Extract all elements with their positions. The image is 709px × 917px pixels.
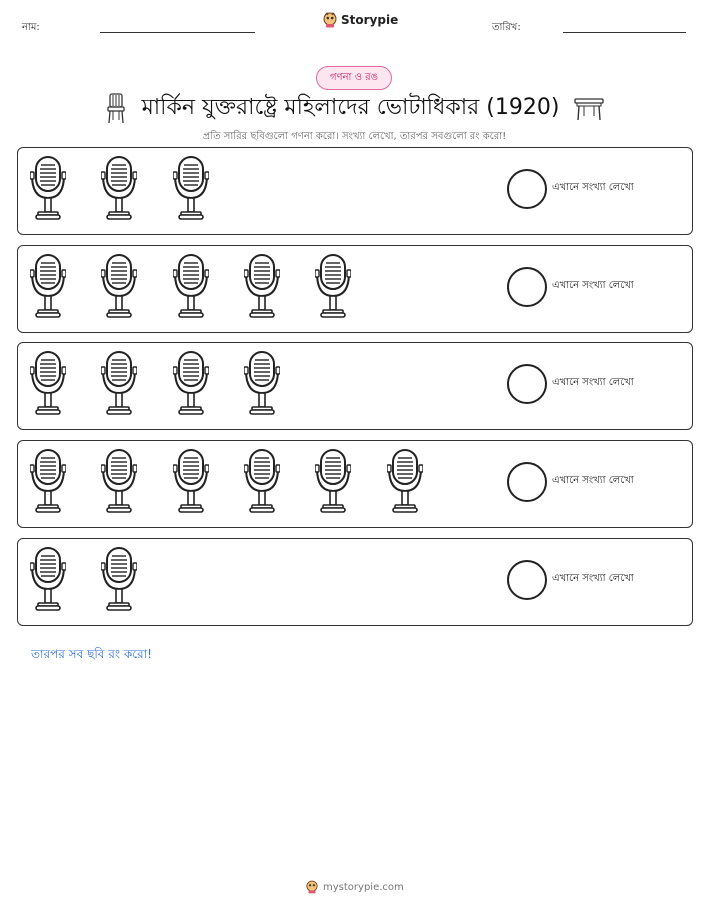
storypie-mascot-icon — [323, 12, 337, 28]
microphone-icon — [315, 254, 351, 318]
counting-row — [17, 440, 693, 528]
footer-url: mystorypie.com — [323, 881, 404, 893]
counting-row — [17, 342, 693, 430]
microphone-icon — [30, 254, 66, 318]
storypie-logo — [323, 12, 398, 28]
footer-note: তারপর সব ছবি রং করো! — [31, 647, 152, 661]
date-label: তারিখ: — [492, 22, 521, 33]
microphone-icon — [244, 449, 280, 513]
answer-circle[interactable] — [507, 364, 547, 404]
microphone-icon — [387, 449, 423, 513]
answer-label: এখানে সংখ্যা লেখো — [552, 377, 634, 389]
microphone-icon — [244, 351, 280, 415]
name-line[interactable] — [100, 32, 255, 33]
microphone-icon — [30, 156, 66, 220]
answer-label: এখানে সংখ্যা লেখো — [552, 572, 634, 584]
answer-circle[interactable] — [507, 560, 547, 600]
microphone-icon — [30, 547, 66, 611]
date-line[interactable] — [563, 32, 686, 33]
microphone-icon — [173, 351, 209, 415]
microphone-icon — [173, 254, 209, 318]
microphone-icon — [30, 449, 66, 513]
microphone-icon — [101, 547, 137, 611]
microphone-icon — [101, 254, 137, 318]
counting-row — [17, 245, 693, 333]
counting-row — [17, 147, 693, 235]
microphone-icon — [101, 351, 137, 415]
title-row — [0, 90, 709, 126]
name-label: নাম: — [22, 22, 40, 33]
page-title: মার্কিন যুক্তরাষ্ট্রে মহিলাদের ভোটাধিকার (1920) — [141, 94, 560, 120]
table-icon — [573, 95, 605, 121]
microphone-icon — [101, 156, 137, 220]
microphone-icon — [30, 351, 66, 415]
microphone-icon — [173, 156, 209, 220]
footer-brand — [306, 880, 404, 894]
chair-icon — [104, 92, 128, 124]
answer-circle[interactable] — [507, 169, 547, 209]
answer-label: এখানে সংখ্যা লেখো — [552, 475, 634, 487]
microphone-icon — [244, 254, 280, 318]
microphone-icon — [101, 449, 137, 513]
answer-circle[interactable] — [507, 462, 547, 502]
brand-name: Storypie — [341, 13, 399, 27]
answer-label: এখানে সংখ্যা লেখো — [552, 182, 634, 193]
microphone-icon — [173, 449, 209, 513]
counting-row — [17, 538, 693, 626]
answer-circle[interactable] — [507, 267, 547, 307]
category-tag: গণনা ও রঙ — [316, 66, 392, 90]
instructions: প্রতি সারির ছবিগুলো গণনা করো। সংখ্যা লেখো, তারপর সবগুলো রং করো! — [202, 131, 507, 142]
microphone-icon — [315, 449, 351, 513]
storypie-mascot-icon — [306, 880, 318, 894]
answer-label: এখানে সংখ্যা লেখো — [552, 279, 634, 291]
